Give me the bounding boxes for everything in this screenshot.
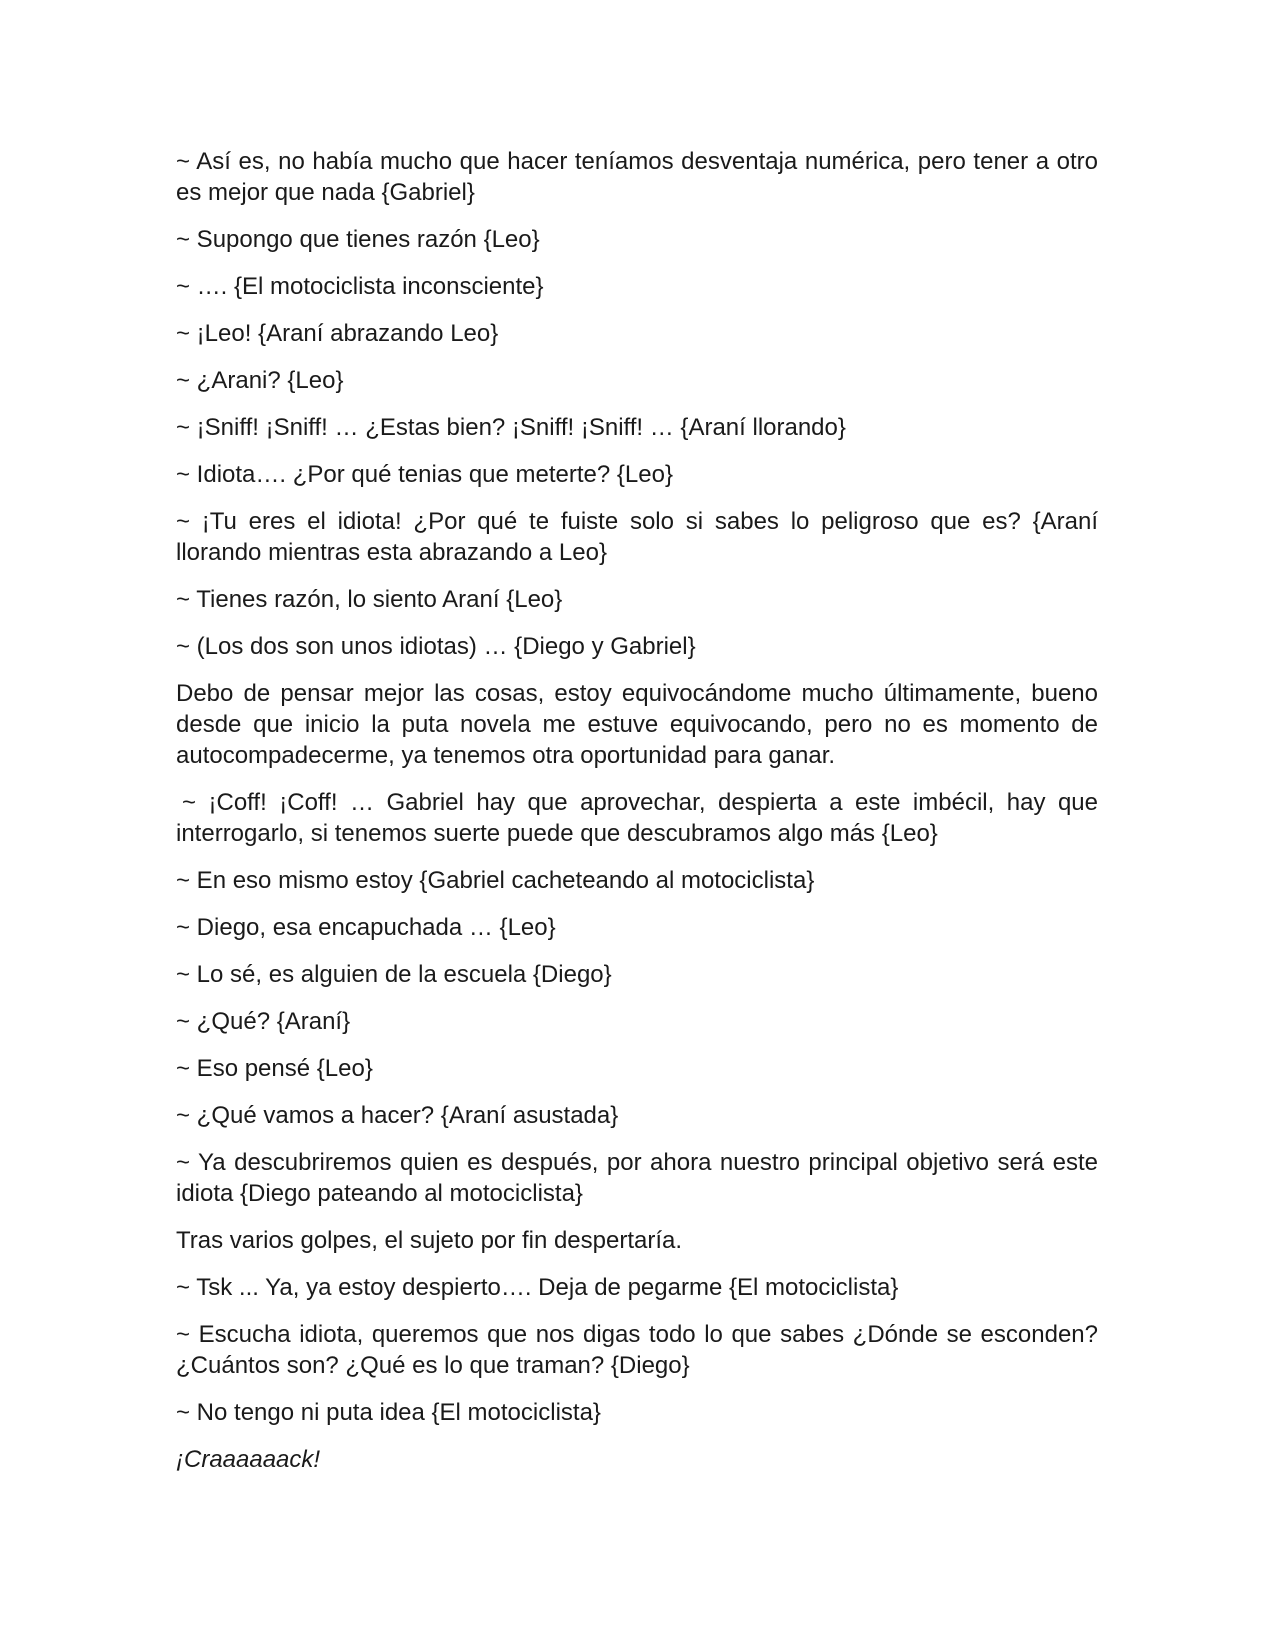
paragraph: ~ (Los dos son unos idiotas) … {Diego y Gabriel} bbox=[176, 633, 696, 660]
paragraph: ~ Así es, no había mucho que hacer teníamos desventaja numérica, pero tener a otro es mejor que nada {Gabriel} bbox=[176, 148, 1098, 206]
paragraph: ~ Diego, esa encapuchada … {Leo} bbox=[176, 914, 556, 941]
paragraph: ~ Eso pensé {Leo} bbox=[176, 1055, 373, 1082]
paragraph: Tras varios golpes, el sujeto por fin despertaría. bbox=[176, 1227, 683, 1254]
paragraph: ~ ¿Qué vamos a hacer? {Araní asustada} bbox=[176, 1102, 619, 1129]
paragraph: Debo de pensar mejor las cosas, estoy equivocándome mucho últimamente, bueno desde que inicio la puta novela me estuve equivocando, pero no es momento de autocompadecerme, ya tenemos otra oportunidad para ganar. bbox=[176, 680, 1098, 769]
paragraph: ~ ¡Tu eres el idiota! ¿Por qué te fuiste solo si sabes lo peligroso que es? {Araní llorando mientras esta abrazando a Leo} bbox=[176, 508, 1098, 566]
paragraph: ~ Supongo que tienes razón {Leo} bbox=[176, 226, 540, 253]
document-body bbox=[176, 146, 1098, 1491]
paragraph: ~ Lo sé, es alguien de la escuela {Diego} bbox=[176, 961, 612, 988]
paragraph: ~ En eso mismo estoy {Gabriel cacheteando al motociclista} bbox=[176, 867, 815, 894]
paragraph: ~ Tsk ... Ya, ya estoy despierto…. Deja de pegarme {El motociclista} bbox=[176, 1274, 899, 1301]
paragraph: ~ …. {El motociclista inconsciente} bbox=[176, 273, 544, 300]
paragraph: ~ Ya descubriremos quien es después, por ahora nuestro principal objetivo será este idiota {Diego pateando al motociclista} bbox=[176, 1149, 1098, 1207]
sound-effect-paragraph: ¡Craaaaaack! bbox=[176, 1446, 321, 1473]
paragraph: ~ ¡Sniff! ¡Sniff! … ¿Estas bien? ¡Sniff! ¡Sniff! … {Araní llorando} bbox=[176, 414, 846, 441]
paragraph: ~ ¡Coff! ¡Coff! … Gabriel hay que aprovechar, despierta a este imbécil, hay que interrogarlo, si tenemos suerte puede que descubramos algo más {Leo} bbox=[176, 789, 1098, 847]
paragraph: ~ Idiota…. ¿Por qué tenias que meterte? {Leo} bbox=[176, 461, 673, 488]
paragraph: ~ Escucha idiota, queremos que nos digas todo lo que sabes ¿Dónde se esconden? ¿Cuántos son? ¿Qué es lo que traman? {Diego} bbox=[176, 1321, 1098, 1379]
paragraph: ~ ¡Leo! {Araní abrazando Leo} bbox=[176, 320, 499, 347]
paragraph: ~ ¿Arani? {Leo} bbox=[176, 367, 344, 394]
paragraph: ~ Tienes razón, lo siento Araní {Leo} bbox=[176, 586, 563, 613]
paragraph: ~ No tengo ni puta idea {El motociclista} bbox=[176, 1399, 601, 1426]
paragraph: ~ ¿Qué? {Araní} bbox=[176, 1008, 351, 1035]
